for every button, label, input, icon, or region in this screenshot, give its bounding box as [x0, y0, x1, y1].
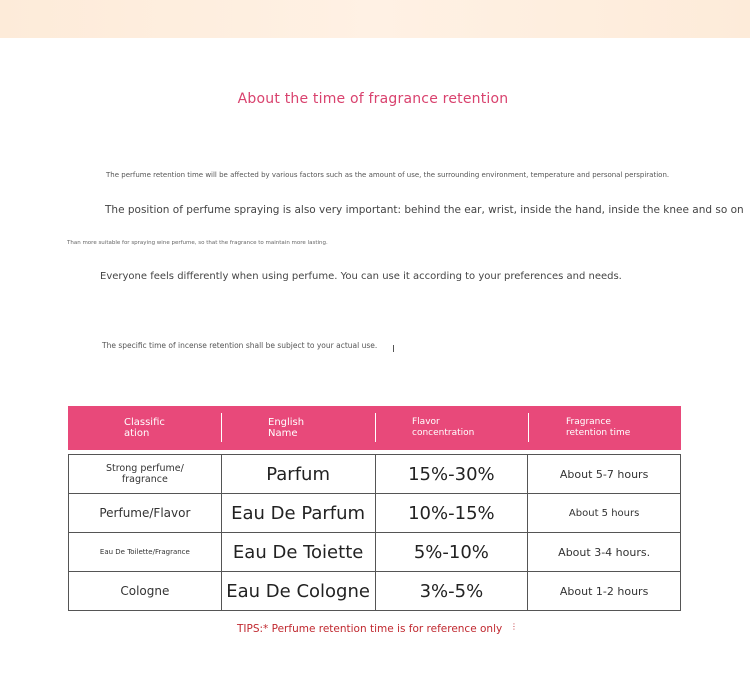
cell-concentration: 15%-30%	[376, 455, 529, 493]
cell-retention: About 5 hours	[528, 494, 681, 532]
cell-concentration: 10%-15%	[376, 494, 529, 532]
table-header	[68, 406, 681, 450]
text-cursor-mark	[393, 345, 394, 352]
paragraph-spray-position: The position of perfume spraying is also very important: behind the ear, wrist, inside the hand, inside the knee and so on	[105, 204, 744, 216]
cell-classification: Eau De Toilette/Fragrance	[69, 533, 222, 571]
cell-concentration: 3%-5%	[376, 572, 529, 610]
cell-english-name: Eau De Parfum	[222, 494, 376, 532]
paragraph-actual-use: The specific time of incense retention shall be subject to your actual use.	[102, 341, 378, 350]
cell-concentration: 5%-10%	[376, 533, 529, 571]
header-concentration: Flavor concentration	[375, 406, 528, 450]
header-classification: Classific ation	[124, 417, 165, 439]
cell-english-name: Eau De Cologne	[222, 572, 376, 610]
header-english-name: English Name	[221, 406, 375, 450]
paragraph-preferences: Everyone feels differently when using perfume. You can use it according to your preferences and needs.	[100, 271, 622, 282]
table-row	[69, 494, 681, 533]
table-row	[69, 455, 681, 494]
tips-mark: ⋮	[510, 622, 518, 631]
cell-classification: Strong perfume/ fragrance	[69, 455, 222, 493]
table-row	[69, 572, 681, 611]
cell-classification: Perfume/Flavor	[69, 494, 222, 532]
top-banner	[0, 0, 750, 38]
cell-retention: About 3-4 hours.	[528, 533, 681, 571]
paragraph-retention-factors: The perfume retention time will be affected by various factors such as the amount of use, the surrounding environment, temperature and personal perspiration.	[106, 171, 670, 179]
cell-classification: Cologne	[69, 572, 222, 610]
cell-retention: About 1-2 hours	[528, 572, 681, 610]
page-title: About the time of fragrance retention	[237, 91, 509, 107]
retention-table	[68, 406, 681, 611]
paragraph-spray-note: Than more suitable for spraying wine perfume, so that the fragrance to maintain more lasting.	[67, 240, 328, 246]
cell-retention: About 5-7 hours	[528, 455, 681, 493]
header-retention-time: Fragrance retention time	[528, 406, 681, 450]
cell-english-name: Eau De Toiette	[222, 533, 376, 571]
table-row	[69, 533, 681, 572]
cell-english-name: Parfum	[222, 455, 376, 493]
table-body	[68, 454, 681, 611]
tips-note: TIPS:* Perfume retention time is for reference only	[237, 623, 503, 635]
